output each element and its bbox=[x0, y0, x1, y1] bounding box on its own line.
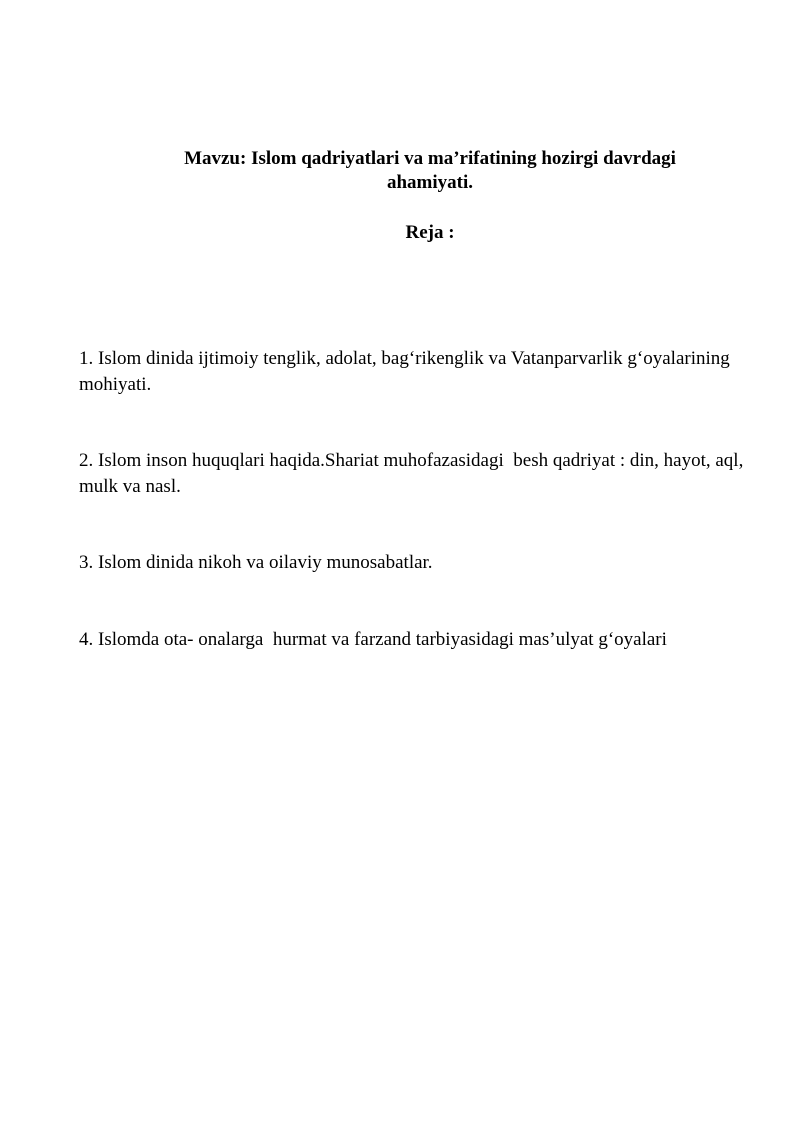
title-line-2: ahamiyati. bbox=[386, 172, 474, 193]
page-title bbox=[130, 147, 730, 195]
plan-list bbox=[79, 295, 749, 703]
plan-item-4: 4. Islomda ota- onalarga hurmat va farzand tarbiyasidagi mas’ulyat g‘oyalari bbox=[79, 628, 667, 650]
plan-heading: Reja : bbox=[405, 222, 455, 243]
plan-item-2: 2. Islom inson huquqlari haqida.Shariat muhofazasidagi besh qadriyat : din, hayot, aql, mulk va nasl. bbox=[79, 450, 749, 497]
plan-item-3: 3. Islom dinida nikoh va oilaviy munosabatlar. bbox=[79, 552, 433, 573]
plan-item-1: 1. Islom dinida ijtimoiy tenglik, adolat, bag‘rikenglik va Vatanparvarlik g‘oyalarining mohiyati. bbox=[79, 348, 735, 395]
title-line-1: Mavzu: Islom qadriyatlari va ma’rifatining hozirgi davrdagi bbox=[184, 148, 676, 169]
